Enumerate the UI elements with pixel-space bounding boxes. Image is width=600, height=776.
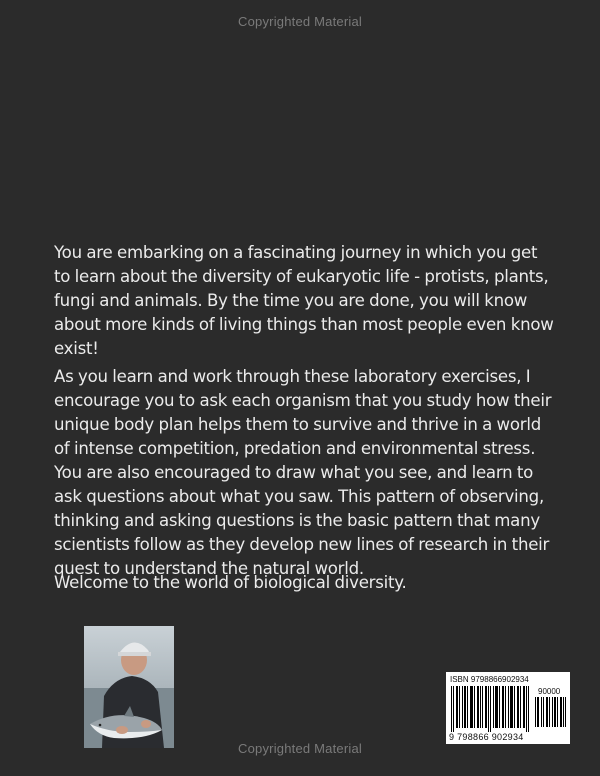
price-barcode-bars: [535, 697, 567, 727]
isbn-label: ISBN 9798866902934: [450, 675, 529, 684]
intro-paragraph: You are embarking on a fascinating journey in which you get to learn about the diversity of eukaryotic life - protists, plants, fungi and animals. By the time you are done, you will know about more kinds of living things than most people even know exist!: [54, 243, 554, 358]
welcome-paragraph: Welcome to the world of biological diversity.: [54, 573, 407, 592]
isbn-digits: 9 798866 902934: [449, 732, 524, 742]
author-photo: [84, 626, 174, 748]
isbn-barcode: [446, 672, 570, 744]
copyright-watermark-top: Copyrighted Material: [238, 14, 362, 29]
barcode-bars: [451, 686, 531, 732]
encouragement-paragraph: As you learn and work through these laboratory exercises, I encourage you to ask each organism that you study how their unique body plan helps them to survive and thrive in a world of intense competition, predation and environmental stress. You are also encouraged to draw what you see, and learn to ask questions about what you saw. This pattern of observing, thinking and asking questions is the basic pattern that many scientists follow as they develop new lines of research in their quest to understand the natural world.: [54, 367, 552, 578]
price-code: 90000: [538, 687, 561, 696]
copyright-watermark-bottom: Copyrighted Material: [238, 741, 362, 756]
